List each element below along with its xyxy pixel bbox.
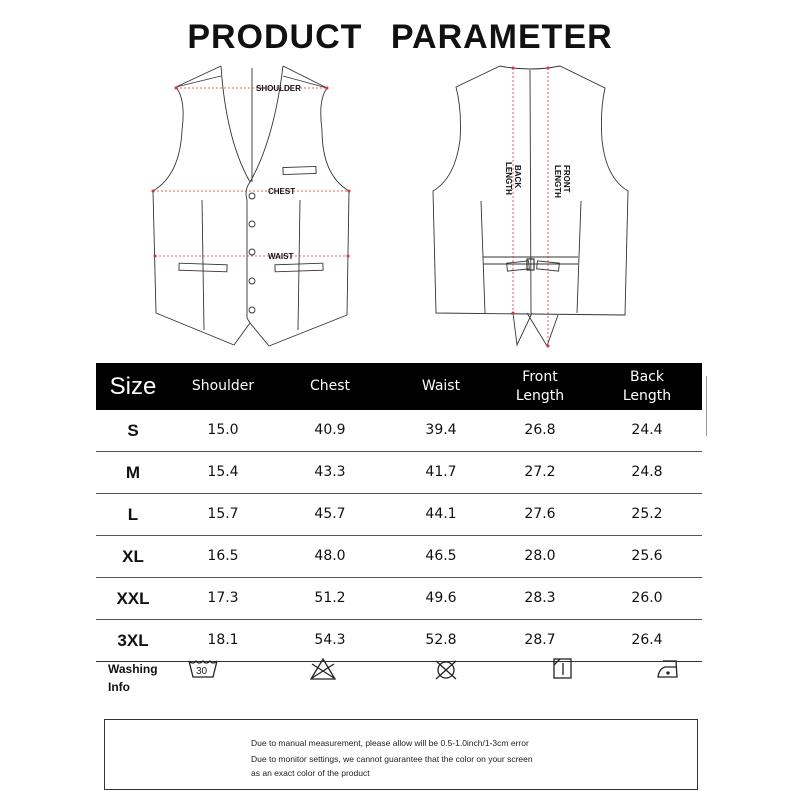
svg-text:LENGTH: LENGTH bbox=[553, 165, 562, 198]
cell-chest: 43.3 bbox=[314, 464, 346, 480]
cell-front: 28.7 bbox=[524, 632, 556, 648]
low-iron-icon bbox=[656, 656, 682, 682]
table-row bbox=[96, 452, 702, 494]
front-buttons bbox=[249, 193, 255, 313]
svg-text:30: 30 bbox=[196, 666, 208, 677]
table-row bbox=[96, 494, 702, 536]
table-row bbox=[96, 410, 702, 452]
header-chest: Chest bbox=[309, 378, 351, 394]
table-row bbox=[96, 578, 702, 620]
no-bleach-icon bbox=[308, 656, 338, 682]
cell-shoulder: 15.7 bbox=[207, 506, 239, 522]
washing-info-label: Washing Info bbox=[108, 662, 158, 694]
cell-waist: 52.8 bbox=[425, 632, 457, 648]
front-length-label: FRONT bbox=[562, 165, 571, 193]
front-vest-drawing bbox=[152, 66, 351, 346]
cell-size: 3XL bbox=[117, 631, 149, 650]
back-vest-drawing bbox=[433, 66, 628, 348]
table-body bbox=[96, 410, 702, 662]
shoulder-label: SHOULDER bbox=[256, 84, 301, 93]
cell-size: S bbox=[127, 421, 139, 440]
cell-back: 24.4 bbox=[631, 422, 663, 438]
cell-shoulder: 17.3 bbox=[207, 590, 239, 606]
svg-text:LENGTH: LENGTH bbox=[504, 162, 513, 195]
cell-waist: 46.5 bbox=[425, 548, 457, 564]
cell-front: 28.0 bbox=[524, 548, 556, 564]
cell-chest: 48.0 bbox=[314, 548, 346, 564]
cell-size: L bbox=[127, 505, 139, 524]
waist-label: WAIST bbox=[268, 252, 294, 261]
cell-shoulder: 15.0 bbox=[207, 422, 239, 438]
cell-back: 25.2 bbox=[631, 506, 663, 522]
cell-shoulder: 18.1 bbox=[207, 632, 239, 648]
note-line: as an exact color of the product bbox=[251, 768, 370, 778]
page-title: PRODUCT PARAMETER bbox=[187, 18, 613, 56]
header-front-length: Front Length bbox=[515, 368, 565, 404]
cell-shoulder: 16.5 bbox=[207, 548, 239, 564]
cell-size: XL bbox=[122, 547, 144, 566]
drip-dry-icon bbox=[552, 656, 574, 682]
cell-back: 26.4 bbox=[631, 632, 663, 648]
cell-front: 26.8 bbox=[524, 422, 556, 438]
header-size: Size bbox=[109, 373, 157, 400]
cell-waist: 41.7 bbox=[425, 464, 457, 480]
cell-back: 25.6 bbox=[631, 548, 663, 564]
cell-size: XXL bbox=[116, 589, 150, 608]
cell-chest: 51.2 bbox=[314, 590, 346, 606]
table-row bbox=[96, 536, 702, 578]
cell-back: 24.8 bbox=[631, 464, 663, 480]
cell-size: M bbox=[125, 463, 141, 482]
divider bbox=[706, 376, 707, 436]
cell-waist: 49.6 bbox=[425, 590, 457, 606]
table-header bbox=[96, 363, 702, 410]
note-line: Due to monitor settings, we cannot guarantee that the color on your screen bbox=[251, 754, 533, 764]
disclaimer-box bbox=[104, 719, 698, 790]
cell-shoulder: 15.4 bbox=[207, 464, 239, 480]
front-measure-lines bbox=[153, 88, 349, 256]
size-table bbox=[96, 363, 702, 662]
back-length-label: BACK bbox=[513, 165, 522, 189]
chest-label: CHEST bbox=[268, 187, 296, 196]
cell-front: 28.3 bbox=[524, 590, 556, 606]
header-shoulder: Shoulder bbox=[191, 378, 255, 394]
cell-front: 27.6 bbox=[524, 506, 556, 522]
header-back-length: Back Length bbox=[622, 368, 672, 404]
cell-chest: 54.3 bbox=[314, 632, 346, 648]
cell-back: 26.0 bbox=[631, 590, 663, 606]
cell-chest: 40.9 bbox=[314, 422, 346, 438]
header-waist: Waist bbox=[421, 378, 461, 394]
note-line: Due to manual measurement, please allow will be 0.5-1.0inch/1-3cm error bbox=[251, 738, 529, 748]
vest-diagram bbox=[0, 0, 800, 360]
no-tumble-dry-icon bbox=[432, 656, 460, 682]
wash-30-icon bbox=[186, 656, 220, 682]
cell-waist: 44.1 bbox=[425, 506, 457, 522]
cell-chest: 45.7 bbox=[314, 506, 346, 522]
cell-waist: 39.4 bbox=[425, 422, 457, 438]
cell-front: 27.2 bbox=[524, 464, 556, 480]
